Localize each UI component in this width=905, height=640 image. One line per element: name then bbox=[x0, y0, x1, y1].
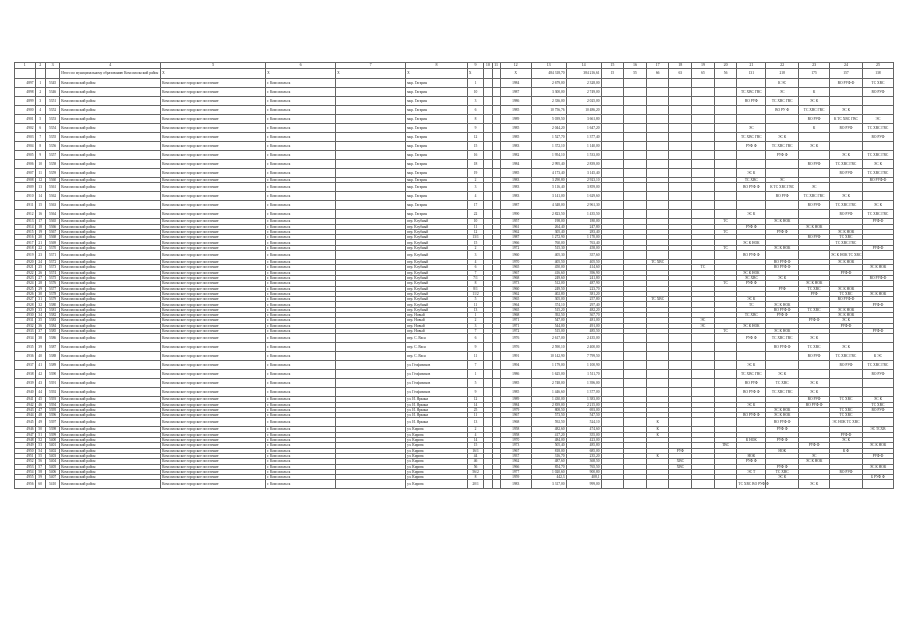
table-row: 4933 37 5385 Комсомольский район Комсомольское городское поселение г. Комсомольск пер. Новый 7 1972 515,00 485,50 ТС ЭС К НОК РУФ Ф bbox=[15, 328, 894, 333]
total-label: Итого по муниципальному образованию Комсомольский район bbox=[60, 69, 161, 79]
table-row: 4904 8 5356 Комсомольский район Комсомольское городское поселение г. Комсомольск мкр. Гагарин 15 1983 1 372,10 1 140,00 РУФ Ф ТС ХВС ГВС ЭС К bbox=[15, 142, 894, 151]
table-row: 4932 36 5384 Комсомольский район Комсомольское городское поселение г. Комсомольск пер. Новый 3 1971 544,00 491,00 ЭС ЭС К НОК РУФ Ф bbox=[15, 323, 894, 328]
table-row: 4924 28 5376 Комсомольский район Комсомольское городское поселение г. Комсомольск пер. Клубный 8 1973 512,00 487,90 ТС РУФ Ф ЭС К НОК bbox=[15, 281, 894, 286]
table-row: 4938 42 5390 Комсомольский район Комсомольское городское поселение г. Комсомольск ул. Геофизиков 1 1986 1 625,00 1 511,70 ТС ХВС ГВС ЭС К ВО РУФ bbox=[15, 370, 894, 379]
column-number: 1 bbox=[15, 63, 36, 69]
housing-table bbox=[14, 62, 894, 489]
table-row: 4946 50 5398 Комсомольский район Комсомольское городское поселение г. Комсомольск ул. Кирова 2 1958 482,60 474,60 К РУФ Ф ЭС ТСХВ bbox=[15, 427, 894, 432]
column-number: 25 bbox=[862, 63, 893, 69]
table-row: 4897 1 5345 Комсомольский район Комсомольское городское поселение г. Комсомольск мкр. Гагарин 1 1984 2 679,00 2 328,00 К ЭС ВО РУФ Ф ТС ХВС bbox=[15, 79, 894, 88]
table-row: 4950 54 5402 Комсомольский район Комсомольское городское поселение г. Комсомольск ул. Кирова 16/1 1967 818,00 685,00 РУФ НОК К Ф bbox=[15, 448, 894, 453]
table-row: 4923 27 5375 Комсомольский район Комсомольское городское поселение г. Комсомольск пер. Клубный 7/1 1968 249,60 241,80 ЭС ХВС ЭС К ВО РУФ Ф bbox=[15, 275, 894, 280]
table-row: 4951 55 5403 Комсомольский район Комсомольское городское поселение г. Комсомольск ул. Кирова 44 1937 316,70 235,20 К НОК ЭС РУФ Ф bbox=[15, 453, 894, 458]
table-row: 4912 16 5364 Комсомольский район Комсомольское городское поселение г. Комсомольск мкр. Гагарин 22 1990 2 823,50 1 435,50 ЭС К ВО РУФ ТС ХВС ГВС bbox=[15, 210, 894, 219]
total-row: Итого по муниципальному образованию Комсомольский район Х Х Х Х Х Х 484 318,70 384 216,61 15 55 66 63 65 56 131 218 175 157 138 bbox=[15, 69, 894, 79]
table-row: 4902 6 5354 Комсомольский район Комсомольское городское поселение г. Комсомольск мкр. Гагарин 9 1985 2 044,20 1 647,20 ЭС К ВО РУФ ТС ХВС ГВС bbox=[15, 124, 894, 133]
table-row: 4898 2 5346 Комсомольский район Комсомольское городское поселение г. Комсомольск мкр. Гагарин 10 1987 3 300,00 2 749,00 ТС ХВС ГВС ЭС К ВО РУФ bbox=[15, 88, 894, 97]
table-row: 4941 45 5393 Комсомольский район Комсомольское городское поселение г. Комсомольск ул. И. Яркина 12 1989 1 430,00 1 383,00 ВО РУФ ТС ХВС ЭС К bbox=[15, 397, 894, 402]
column-number: 17 bbox=[646, 63, 669, 69]
column-number: 20 bbox=[714, 63, 737, 69]
column-number: 14 bbox=[566, 63, 601, 69]
spreadsheet bbox=[14, 62, 894, 632]
table-row: 4911 15 5363 Комсомольский район Комсомольское городское поселение г. Комсомольск мкр. Гагарин 17 1987 4 348,00 2 961,30 ВО РУФ ТС ХВС ГВС ЭС К bbox=[15, 201, 894, 210]
total-living-area: 384 216,61 bbox=[566, 69, 601, 79]
column-number: 8 bbox=[406, 63, 468, 69]
table-row: 4905 9 5357 Комсомольский район Комсомольское городское поселение г. Комсомольск мкр. Гагарин 16 1982 1 954,10 1 533,00 РУФ Ф ЭС К ТС ХВС ГВС bbox=[15, 151, 894, 160]
table-row: 4942 46 5394 Комсомольский район Комсомольское городское поселение г. Комсомольск ул. И. Яркина 14 1984 2 839,00 2 215,00 ЭС К ВО РУФ Ф ТС ХВС bbox=[15, 402, 894, 407]
table-row: 4919 23 5371 Комсомольский район Комсомольское городское поселение г. Комсомольск пер. Клубный 3 1960 405,30 357,60 ВО РУФ Ф ЭС К НОК ТС ХВС bbox=[15, 251, 894, 260]
column-number: 3 bbox=[45, 63, 59, 69]
table-row: 4906 10 5358 Комсомольский район Комсомольское городское поселение г. Комсомольск мкр. Гагарин 18 1984 2 995,40 2 839,00 ВО РУФ ТС ХВС ГВС ЭС К bbox=[15, 160, 894, 169]
table-row: 4927 31 5379 Комсомольский район Комсомольское городское поселение г. Комсомольск пер. Клубный 5 1965 305,00 257,80 ТС ХВС ЭС К ВО РУФ Ф bbox=[15, 297, 894, 302]
column-number: 2 bbox=[35, 63, 45, 69]
table-row: 4909 13 5361 Комсомольский район Комсомольское городское поселение г. Комсомольск мкр. Гагарин 3 1983 5 116,40 3 859,00 ВО РУФ Ф К ТС ХВС ГВС ЭС bbox=[15, 183, 894, 192]
table-row: 4917 21 5369 Комсомольский район Комсомольское городское поселение г. Комсомольск пер. Клубный 15 1966 760,00 763,40 ЭС К НОК ТС ХВС ГВС bbox=[15, 240, 894, 245]
table-row: 4913 17 5365 Комсомольский район Комсомольское городское поселение г. Комсомольск пер. Клубный 10 1957 198,00 180,00 ТС ЭС К НОК РУФ Ф bbox=[15, 219, 894, 224]
table-row: 4939 43 5391 Комсомольский район Комсомольское городское поселение г. Комсомольск ул. Геофизиков 5 1985 2 748,00 1 396,00 ВО РУФ ТС ХВС ЭС К bbox=[15, 379, 894, 388]
table-row: 4903 7 5355 Комсомольский район Комсомольское городское поселение г. Комсомольск мкр. Гагарин 12 1985 1 527,70 1 377,40 ТС ХВС ГВС ЭС К ВО РУФ bbox=[15, 133, 894, 142]
column-number: 19 bbox=[692, 63, 715, 69]
table-row: 4944 48 5396 Комсомольский район Комсомольское городское поселение г. Комсомольск ул. И. Яркина 11 1967 573,50 547,50 ВО РУФ Ф ЭС К НОК ТС ХВС bbox=[15, 413, 894, 418]
column-number: 15 bbox=[601, 63, 624, 69]
column-number: 6 bbox=[266, 63, 336, 69]
table-row: 4921 25 5373 Комсомольский район Комсомольское городское поселение г. Комсомольск пер. Клубный 6 1965 450,00 414,60 ТС ВО РУФ Ф ЭС К НОК bbox=[15, 265, 894, 270]
table-row: 4947 51 5399 Комсомольский район Комсомольское городское поселение г. Комсомольск ул. Кирова 4 1958 417,20 355,00 К РУФ Ф bbox=[15, 432, 894, 437]
column-number: 16 bbox=[624, 63, 647, 69]
column-number: 24 bbox=[830, 63, 863, 69]
table-row: 4899 3 5351 Комсомольский район Комсомольское городское поселение г. Комсомольск мкр. Гагарин 3 1986 2 336,00 2 025,00 ВО РУФ ТС ХВС ГВС ЭС К bbox=[15, 97, 894, 106]
table-row: 4943 47 5395 Комсомольский район Комсомольское городское поселение г. Комсомольск ул. И. Яркина 25 1979 808,50 693,00 ЭС К НОК ТС ХВС ВО РУФ bbox=[15, 407, 894, 412]
column-number: 13 bbox=[531, 63, 566, 69]
table-row: 4952 56 5404 Комсомольский район Комсомольское городское поселение г. Комсомольск ул. Кирова 46 1962 487,60 368,50 ХВС РУФ Ф ЭС К НОК bbox=[15, 459, 894, 464]
table-row: 4914 18 5366 Комсомольский район Комсомольское городское поселение г. Комсомольск пер. Клубный 11 1961 264,40 247,80 РУФ Ф ЭС К НОК bbox=[15, 224, 894, 229]
table-row: 4934 38 5386 Комсомольский район Комсомольское городское поселение г. Комсомольск пер. С. Вася 6 1976 2 617,00 2 435,00 РУФ Ф ТС ХВС ГВС ЭС К bbox=[15, 334, 894, 343]
table-row: 4949 53 5401 Комсомольский район Комсомольское городское поселение г. Комсомольск ул. Кирова 15 1973 505,40 485,80 ТВС РУФ Ф ЭС К НОК bbox=[15, 443, 894, 448]
table-row: 4920 24 5372 Комсомольский район Комсомольское городское поселение г. Комсомольск пер. Клубный 4 1970 405,50 405,50 ТС ХВС ВО РУФ Ф ЭС К НОК bbox=[15, 260, 894, 265]
table-row: 4928 32 5380 Комсомольский район Комсомольское городское поселение г. Комсомольск пер. Клубный 11 1964 374,10 297,40 ТС ЭС К НОК РУФ Ф bbox=[15, 302, 894, 307]
table-row: 4922 26 5374 Комсомольский район Комсомольское городское поселение г. Комсомольск пер. Клубный 7 1967 416,60 396,90 ЭС К НОК РУФ Ф bbox=[15, 270, 894, 275]
table-row: 4948 52 5400 Комсомольский район Комсомольское городское поселение г. Комсомольск ул. Кирова 14 1970 484,00 423,00 К НОК РУФ Ф ЭС К bbox=[15, 438, 894, 443]
column-number: 22 bbox=[766, 63, 799, 69]
table-row: 4935 39 5387 Комсомольский район Комсомольское городское поселение г. Комсомольск пер. С. Вася 9 1976 2 590,10 2 400,00 ВО РУФ Ф ТС ХВС ЭС К bbox=[15, 343, 894, 352]
table-row: 4945 49 5397 Комсомольский район Комсомольское городское поселение г. Комсомольск ул. И. Яркина 13 1968 592,50 524,10 К ВО РУФ Ф ЭС НОК ТС ХВС bbox=[15, 418, 894, 427]
table-row: 4953 57 5405 Комсомольский район Комсомольское городское поселение г. Комсомольск ул. Кирова 56 1966 854,70 765,50 ХВС РУФ Ф ЭС К НОК bbox=[15, 464, 894, 469]
table-row: 4901 5 5353 Комсомольский район Комсомольское городское поселение г. Комсомольск мкр. Гагарин 8 1989 5 039,50 3 661,80 ВО РУФ К ТС ХВС ГВС ЭС bbox=[15, 115, 894, 124]
table-row: 4956 60 5410 Комсомольский район Комсомольское городское поселение г. Комсомольск ул. Кирова 20/1 1983 3 317,00 999,00 ТС ХВС ВО РУФ Ф ЭС К bbox=[15, 480, 894, 489]
table-row: 4940 44 5392 Комсомольский район Комсомольское городское поселение г. Комсомольск ул. Геофизиков 9 1985 1 446,60 1 377,00 ВО РУФ Ф ТС ХВС ГВС ЭС К bbox=[15, 388, 894, 397]
table-row: 4936 40 5388 Комсомольский район Комсомольское городское поселение г. Комсомольск пер. С. Вася 11 1991 10 142,90 7 799,50 ВО РУФ ТС ХВС ГВС К ЭС bbox=[15, 352, 894, 361]
total-area: 484 318,70 bbox=[531, 69, 566, 79]
table-row: 4916 20 5368 Комсомольский район Комсомольское городское поселение г. Комсомольск пер. Клубный 13/1 1987 1 272,90 1 170,00 ВО РУФ ТС ХВС bbox=[15, 235, 894, 240]
table-row: 4929 33 5381 Комсомольский район Комсомольское городское поселение г. Комсомольск пер. Клубный 13 1965 515,20 482,20 ВО РУФ Ф ТС ХВС ЭС К НОК bbox=[15, 307, 894, 312]
column-number: 5 bbox=[161, 63, 266, 69]
table-row: 4955 59 5407 Комсомольский район Комсомольское городское поселение г. Комсомольск ул. Кирова 8 1959 442,3 408,1 ЭС К Б РУФ Ф bbox=[15, 475, 894, 480]
table-row: 4900 4 5352 Комсомольский район Комсомольское городское поселение г. Комсомольск мкр. Гагарин 6 1985 10 756,76 10 486,20 ВО РУ Ф ТС ХВС ГВС ЭС К bbox=[15, 106, 894, 115]
column-number: 7 bbox=[336, 63, 406, 69]
column-number: 23 bbox=[799, 63, 830, 69]
column-number: 10 bbox=[484, 63, 492, 69]
column-number: 9 bbox=[467, 63, 483, 69]
table-row: 4926 30 5378 Комсомольский район Комсомольское городское поселение г. Комсомольск пер. Клубный 11/2 1962 402,80 381,20 РУФ ТС ХВС ЭС К НОК bbox=[15, 291, 894, 296]
table-row: 4915 19 5367 Комсомольский район Комсомольское городское поселение г. Комсомольск пер. Клубный 12 1962 305,40 283,40 ТС РУФ Ф ЭС К НОК bbox=[15, 229, 894, 234]
table-row: 4931 35 5383 Комсомольский район Комсомольское городское поселение г. Комсомольск пер. Новый 2 1971 547,00 481,00 ЭС РУФ Ф ЭС К bbox=[15, 318, 894, 323]
table-row: 4908 12 5360 Комсомольский район Комсомольское городское поселение г. Комсомольск мкр. Гагарин 2 1983 3 290,80 2 923,10 ТС ХВС ЭС ВО РУФ Ф bbox=[15, 178, 894, 183]
table-row: 4918 22 5370 Комсомольский район Комсомольское городское поселение г. Комсомольск пер. Клубный 2 1972 515,30 458,00 ТС ЭС К НОК РУФ Ф bbox=[15, 245, 894, 250]
table-row: 4910 14 5362 Комсомольский район Комсомольское городское поселение г. Комсомольск мкр. Гагарин 4 1983 3 141,00 1 629,60 ВО РУФ ТС ХВС ГВС ЭС К bbox=[15, 192, 894, 201]
table-row: 4954 58 5406 Комсомольский район Комсомольское городское поселение г. Комсомольск ул. Кирова 56/2 1977 1 020,60 900,80 ЭС Т ТС ХВС ВО РУФ bbox=[15, 469, 894, 474]
table-row: 4930 34 5382 Комсомольский район Комсомольское городское поселение г. Комсомольск пер. Новый 1 1968 392,50 367,70 ТС ХВС РУФ Ф ЭС К НОК bbox=[15, 313, 894, 318]
column-number: 4 bbox=[60, 63, 161, 69]
column-number: 21 bbox=[737, 63, 766, 69]
column-number: 11 bbox=[492, 63, 500, 69]
table-row: 4937 41 5389 Комсомольский район Комсомольское городское поселение г. Комсомольск ул. Геофизиков 7 1994 1 179,00 1 100,90 ЭС К ВО РУФ ТС ХВС ГВС bbox=[15, 361, 894, 370]
column-number: 18 bbox=[669, 63, 692, 69]
column-number: 12 bbox=[500, 63, 531, 69]
table-row: 4907 11 5359 Комсомольский район Комсомольское городское поселение г. Комсомольск мкр. Гагарин 19 1985 4 173,40 3 145,40 ЭС К ВО РУФ ТС ХВС ГВС bbox=[15, 169, 894, 178]
table-row: 4925 29 5377 Комсомольский район Комсомольское городское поселение г. Комсомольск пер. Клубный 8/1 1960 249,50 223,70 РУФ ТС ХВС ЭС К НОК bbox=[15, 286, 894, 291]
